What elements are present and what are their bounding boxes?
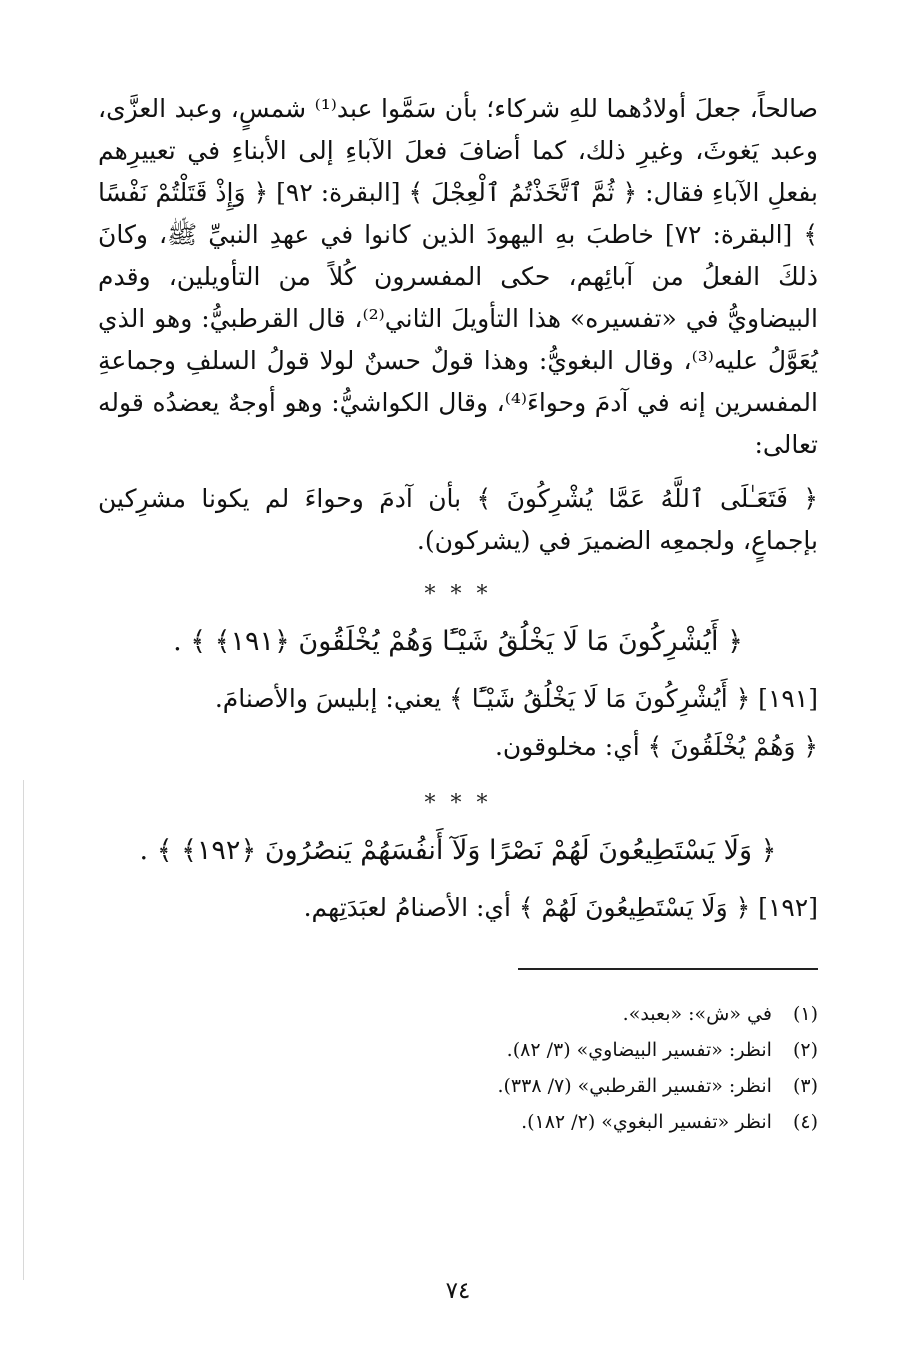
page-number: ٧٤ <box>445 1278 471 1304</box>
footnote-item <box>98 1032 818 1068</box>
commentary-paragraph-1: صالحاً، جعلَ أولادُهما للهِ شركاء؛ بأن سَمَّوا عبد⁽¹⁾ شمسٍ، وعبد العزَّى، وعبد يَغوثَ، وغيرِ ذلك، كما أضافَ فعلَ الآباءِ إلى الأبناءِ في تعييرِهم بفعلِ الآباءِ فقال: ﴿ ثُمَّ ٱتَّخَذْتُمُ ٱلْعِجْلَ ﴾ [البقرة: ٩٢] ﴿ وَإِذْ قَتَلْتُمْ نَفْسًا ﴾ [البقرة: ٧٢] خاطبَ بهِ اليهودَ الذين كانوا في عهدِ النبيِّ ﷺ، وكانَ ذلكَ الفعلُ من آبائِهم، حكى المفسرون كُلاً من التأويلين، وقدم البيضاويُّ في «تفسيره» هذا التأويلَ الثاني⁽²⁾، قال القرطبيُّ: وهو الذي يُعَوَّلُ عليه⁽³⁾، وقال البغويُّ: وهذا قولٌ حسنٌ لولا قولُ السلفِ وجماعةِ المفسرين إنه في آدمَ وحواءَ⁽⁴⁾، وقال الكواشيُّ: وهو أوجهٌ يعضدُه قوله تعالى: <box>98 94 819 459</box>
commentary-191-b: ﴿ وَهُمْ يُخْلَقُونَ ﴾ أي: مخلوقون. <box>494 732 818 761</box>
footnote-text: انظر «تفسير البغوي» (٢/ ١٨٢). <box>521 1111 772 1133</box>
page-edge-line <box>23 780 24 1280</box>
verse-192: ﴿ وَلَا يَسْتَطِيعُونَ لَهُمْ نَصْرًا وَلَآ أَنفُسَهُمْ يَنصُرُونَ ﴿١٩٢﴾ ﴾ . <box>139 835 777 866</box>
commentary-191-a: [١٩١] ﴿ أَيُشْرِكُونَ مَا لَا يَخْلُقُ شَيْـًٔا ﴾ يعني: إبليسَ والأصنامَ. <box>214 684 818 713</box>
footnote-item <box>98 1068 818 1104</box>
footnotes-list <box>98 996 818 1140</box>
footnote-number: (٤) <box>792 1111 818 1133</box>
footnote-text: انظر: «تفسير البيضاوي» (٣/ ٨٢). <box>506 1039 772 1061</box>
footnote-divider <box>518 968 818 970</box>
page-body <box>98 88 818 1140</box>
footnote-text: انظر: «تفسير القرطبي» (٧/ ٣٣٨). <box>497 1075 772 1097</box>
footnote-number: (١) <box>792 1003 818 1025</box>
commentary-paragraph-2: ﴿ فَتَعَـٰلَى ٱللَّهُ عَمَّا يُشْرِكُونَ ﴾ بأن آدمَ وحواءَ لم يكونا مشرِكين بإجماعٍ، ولجمعِه الضميرَ في (يشركون). <box>98 484 818 555</box>
commentary-192: [١٩٢] ﴿ وَلَا يَسْتَطِيعُونَ لَهُمْ ﴾ أي: الأصنامُ لعبَدَتِهم. <box>303 893 818 922</box>
footnote-item <box>98 996 818 1032</box>
footnote-number: (٣) <box>792 1075 818 1097</box>
footnote-text: في «ش»: «بعبد». <box>622 1003 772 1025</box>
section-separator-1: * * * <box>424 582 492 607</box>
section-separator-2: * * * <box>424 791 492 816</box>
verse-191: ﴿ أَيُشْرِكُونَ مَا لَا يَخْلُقُ شَيْـًٔا وَهُمْ يُخْلَقُونَ ﴿١٩١﴾ ﴾ . <box>173 626 743 657</box>
footnote-item <box>98 1104 818 1140</box>
footnote-number: (٢) <box>792 1039 818 1061</box>
